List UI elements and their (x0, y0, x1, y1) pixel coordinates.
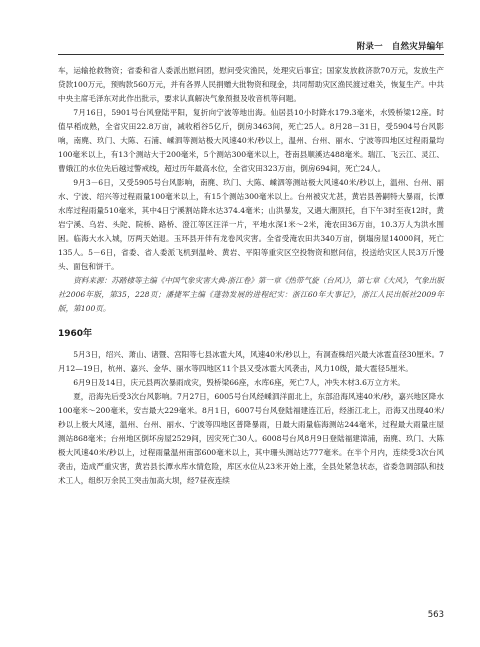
source-note: 资料来源：苏踏棣等主编《中国气象灾害大典·浙江卷》第一章《热带气旋（台风）》，第七章《大风》，气象出版社2006年版，第35，228页；潘捷军主编《蓬勃发展的进程纪实：浙江60年大事记》，浙江人民出版社2009年版，第100页。 (58, 276, 444, 313)
paragraph: 9月3－6日，又受5905号台风影响，南麂、玖门、大陈、嵊泗等测站极大风速40米/秒以上，温州、台州、丽水、宁波、绍兴等过程雨量100毫米以上，有15个测站300毫米以上。台州被灾尤甚，黄岩县善嗣特大暴雨，长潭水库过程雨量510毫米，其中4日宁溪割站降水达374.4毫米；山洪暴发，又遇大潮顶托，自下午3时至夜12时，黄岩宁溪、乌岩、头陀、院桥、路桥、澄江等区汪洋一片，平地水深1米～2米，淹农田36万亩，10.3万人为洪水围困。临海大水入城，厉两天始退。玉环县开伴有龙卷风灾害。全省受淹农田共340万亩，倒塌房屋14000间，死亡135人。5－6日，省委、省人委派飞机到温岭、黄岩、平阳等重灾区空投物资和慰问信，投送给灾区人民3万斤馒头、面包和饼干。 (58, 178, 444, 271)
page-number: 563 (427, 610, 444, 620)
year-heading: 1960年 (58, 329, 93, 339)
paragraph: 7月16日，5901号台风登陆平阳，复折向宁波等地出海。仙居县10小时降水179.3毫米，水毁桥梁12座。时值早稻成熟，全省灾田22.8万亩，减收稻谷5亿斤，倒房3463间，死亡25人。8月28－31日，受5904号台风影响，南麂、玖门、大陈、石浦、嵊泗等测站极大风速40米/秒以上，温州、台州、丽水、宁波等四地区过程雨量均100毫米以上，有13个测站大于200毫米，5个测站300毫米以上，苍南县顺溪达488毫米。瑞江、飞云江、灵江、曹娥江的水位先后越过警戒线，超过历年最高水位，全省灾田323万亩，倒房694间，死亡24人。 (58, 108, 444, 173)
paragraph: 6月9日及14日，庆元县两次暴雨成灾，毁桥梁66座，水库6座，死亡7人，冲失木材3.6万立方米。 (73, 378, 405, 387)
body-text (58, 64, 444, 488)
header-rule (58, 54, 444, 55)
paragraph: 夏，沿海先后受3次台风影响。7月27日，6005号台风经嵊泗洋面北上，东部沿海风速40米/秒，嘉兴地区降水100毫米～200毫米，安吉最大229毫米。8月1日，6007号台风登陆福建连江后，经浙江北上，沿海又出现40米/秒以上极大风速，温州、台州、丽水、宁波等四地区普降暴雨，日最大雨量临海测站244毫米，过程最大雨量庄屋测站868毫米；台州地区倒坏房屋2529间，因灾死亡30人。6008号台风8月9日登陆福建漳浦，南麂、玖门、大陈极大风速40米/秒以上，过程雨量温州南部600毫米以上，其中珊头测站达777毫米。在半个月内，连续受3次台风袭击，造成严重灾害，黄岩县长潭水库水情危险，库区水位从23米开始上涨，全县处紧急状态，省委急调部队和技术工人，组织万余民工突击加高大坝，经7昼夜连续 (58, 392, 444, 485)
header-section: 附录一 (356, 42, 383, 52)
running-header (357, 40, 444, 52)
paragraph: 5月3日，绍兴、萧山、诸暨、宫阳等七县冰雹大风，风速40米/秒以上，有洞查株绍兴最大冰雹直径30厘米。7月12—19日，杭州、嘉兴、金华、丽水等四地区11个县又受冰雹大风袭击，风力10级，最大雹径5厘米。 (58, 350, 444, 373)
header-title: 自然灾异编年 (391, 42, 444, 52)
paragraph: 车，运输抢救物资；省委和省人委派出慰问团，慰问受灾渔民，处理灾后事宜；国家发放救济款70万元，发放生产贷款100万元，预购款560万元，并有各界人民捐赠大批物资和现金，共同帮助灾区渔民渡过难关，恢复生产。中共中央主席毛泽东对此作出批示，要求认真解决气象预报及收音机等问题。 (58, 66, 444, 103)
